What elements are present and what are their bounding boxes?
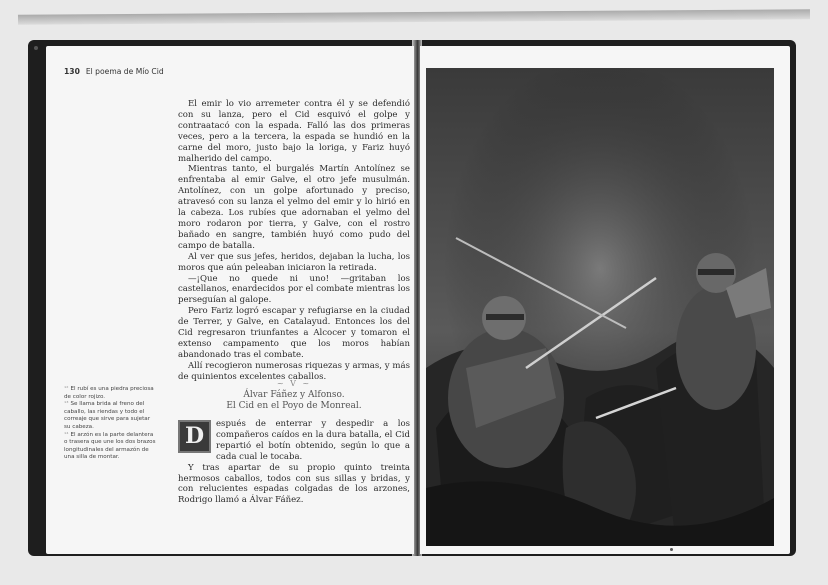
left-page [46,46,414,554]
footnote: ¹² El rubí es una piedra preciosa de color rojizo. [64,386,154,400]
paragraph: —¡Que no quede ni uno! —gritaban los castellanos, enardecidos por el combate mientras los perseguían al galope. [178,273,410,306]
running-title: El poema de Mío Cid [85,67,164,76]
paragraph: Al ver que sus jefes, heridos, dejaban la lucha, los moros que aún peleaban iniciaron la retirada. [178,251,410,273]
scan-edge-shadow [18,9,810,25]
scan-speck [670,548,673,551]
chapter-title [178,390,410,412]
chapter-ornament: ~ V ~ [276,379,312,388]
paragraph: Mientras tanto, el burgalés Martín Antolínez se enfrentaba al emir Galve, el otro jefe musulmán. Antolínez, con un golpe afortunado y preciso, atravesó con su lanza el yelmo del emir y lo hirió en la cabeza. Los rubíes que adornaban el yelmo del moro rodaron por tierra, y Galve, con el rostro bañado en sangre, también huyó como pudo del campo de batalla. [178,164,410,251]
paragraph: espués de enterrar y despedir a los compañeros caídos en la dura batalla, el Cid repartió el botín obtenido, según lo que a cada cual le tocaba. [216,419,410,462]
chapter-number: V [290,379,298,388]
footnote: ¹⁴ El arzón es la parte delantera o trasera que une los dos brazos longitudinales del armazón de una silla de montar. [64,431,156,461]
paragraph: Pero Fariz logró escapar y refugiarse en la ciudad de Terrer, y Galve, en Catalayud. Entonces los del Cid regresaron triunfantes a Alcocer y tomaron el extenso campamento que los moros habían abandonado tras el combate. [178,306,410,360]
paragraph: El emir lo vio arremeter contra él y se defendió con su lanza, pero el Cid esquivó el golpe y contraatacó con la espada. Falló las dos primeras veces, pero a la tercera, la espada se hundió en la carne del moro, justo bajo la loriga, y Fariz huyó malherido del campo. [178,99,410,164]
margin-mark [34,46,38,50]
knights-battle-illustration [426,68,774,546]
running-header [64,67,164,76]
page-number: 130 [64,67,80,76]
footnote: ¹³ Se llama brida al freno del caballo, las riendas y todo el correaje que sirve para sujetar su cabeza. [64,401,150,430]
chapter-title-line: El Cid en el Poyo de Monreal. [226,401,362,411]
chapter-text [178,419,410,506]
drop-cap: D [178,420,211,453]
margin-notes [64,386,156,462]
main-text [178,99,410,383]
right-page [420,46,790,554]
chapter-title-line: Álvar Fáñez y Alfonso. [243,390,345,400]
paragraph: Y tras apartar de su propio quinto treinta hermosos caballos, todos con sus sillas y bridas, y con relucientes espadas colgadas de los arzones, Rodrigo llamó a Álvar Fáñez. [178,462,410,506]
paragraph: Allí recogieron numerosas riquezas y armas, y más de quinientos excelentes caballos. [178,360,410,382]
